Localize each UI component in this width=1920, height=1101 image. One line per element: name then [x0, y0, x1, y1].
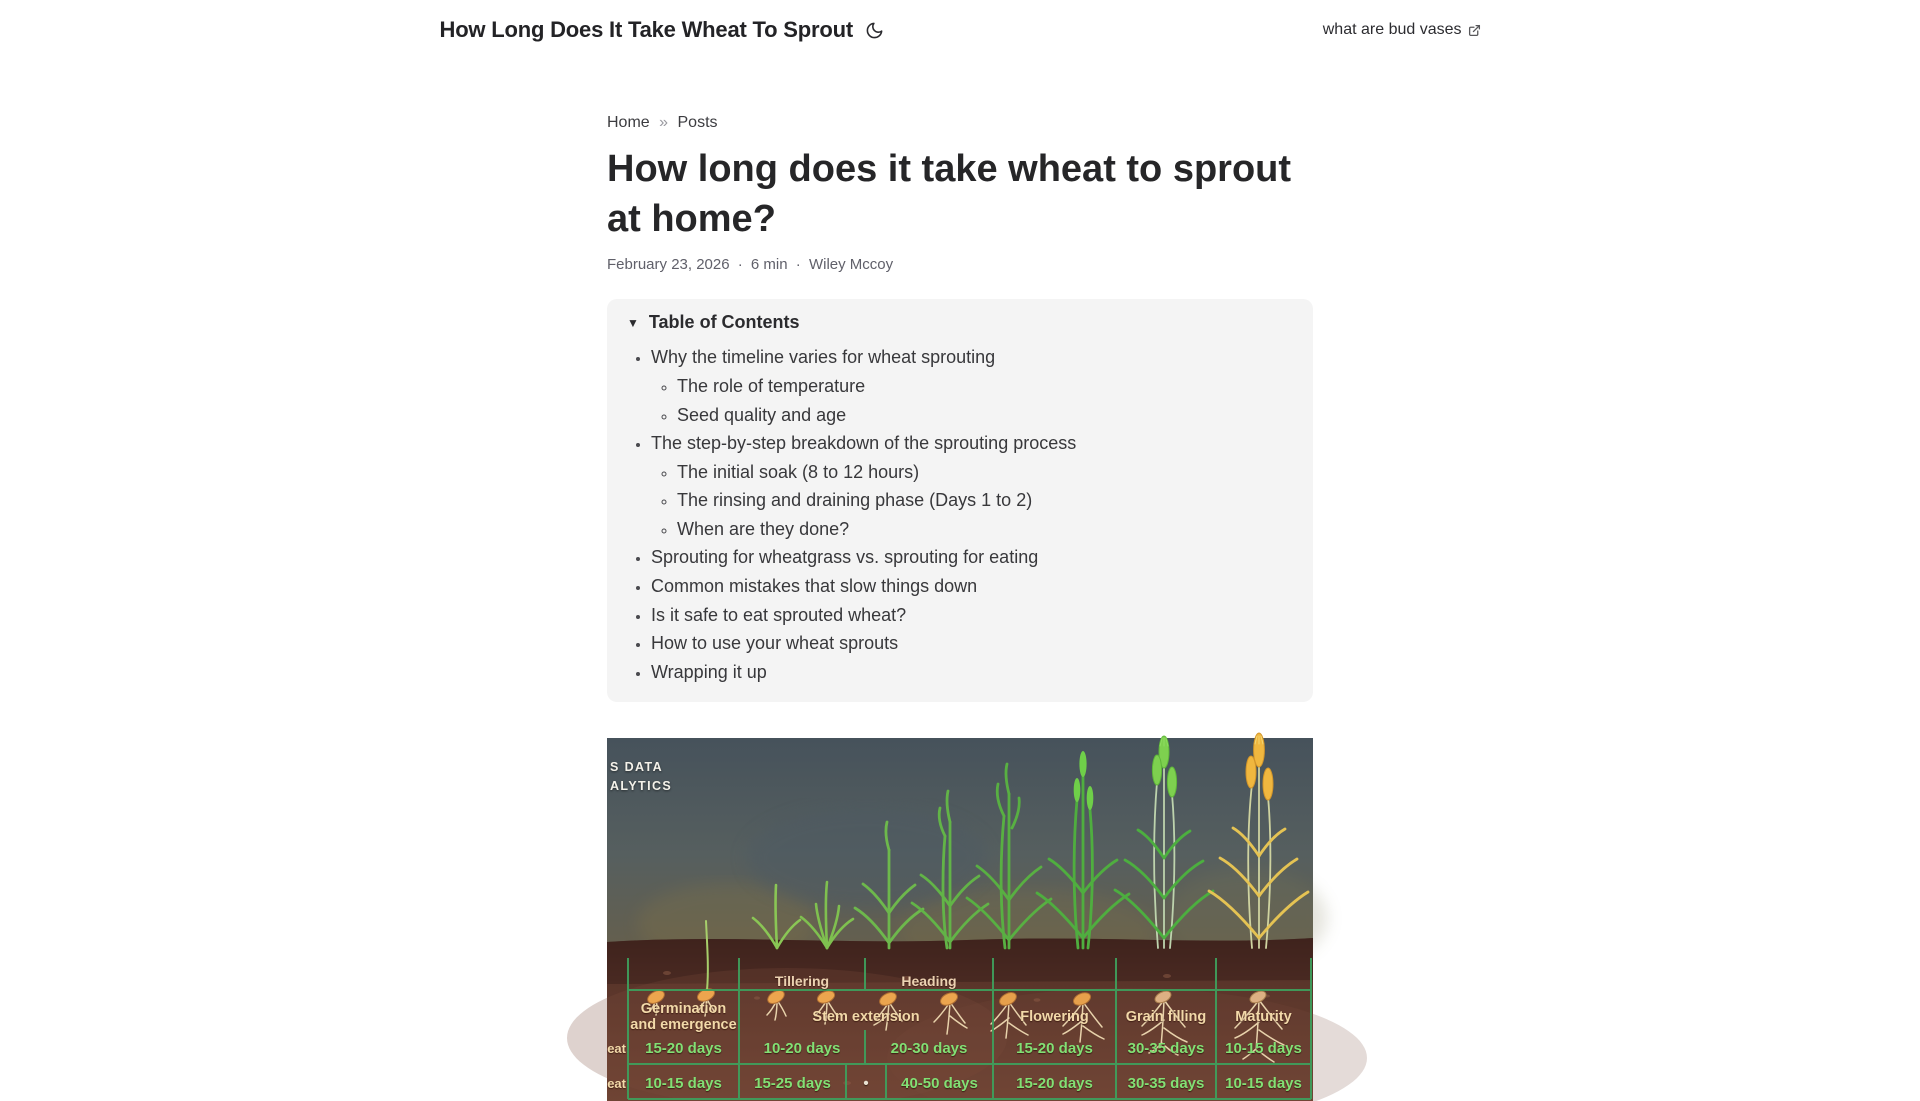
theme-toggle-button[interactable]: [863, 19, 886, 42]
toc-item: [651, 601, 1293, 630]
site-header: [0, 0, 1920, 60]
stage-name: Germination and emergence: [630, 1000, 737, 1034]
stage-name: Grain filling: [1125, 1009, 1207, 1026]
toc-link[interactable]: How to use your wheat sprouts: [651, 633, 899, 654]
duration-cell: 10-15 days: [1225, 1039, 1302, 1057]
menu-link-bud-vases[interactable]: [1323, 21, 1481, 39]
breadcrumb-separator: »: [659, 114, 669, 131]
header-menu: [1323, 21, 1481, 39]
cropped-row-label: eat: [607, 1040, 626, 1056]
meta-separator: ·: [795, 256, 801, 274]
table-of-contents: [607, 299, 1313, 702]
duration-cell: 10-15 days: [645, 1074, 722, 1092]
toc-summary[interactable]: [627, 312, 1293, 333]
toc-title: Table of Contents: [648, 312, 800, 333]
moon-icon: [865, 21, 884, 40]
breadcrumb-posts-link[interactable]: Posts: [677, 114, 718, 131]
stage-name: Stem extension: [812, 1009, 920, 1026]
post-read-time: 6 min: [750, 256, 788, 274]
toc-link[interactable]: Common mistakes that slow things down: [651, 576, 978, 597]
wheat-growth-infographic: [607, 738, 1313, 1101]
toc-subitem: [677, 401, 1293, 430]
duration-cell: 10-20 days: [763, 1039, 841, 1057]
phase-label: Tillering: [774, 973, 830, 990]
toc-link[interactable]: Why the timeline varies for wheat sprouting: [651, 347, 996, 368]
toc-item: [651, 429, 1293, 543]
toc-link[interactable]: When are they done?: [677, 518, 850, 539]
toc-list: [627, 343, 1293, 686]
duration-cell: 30-35 days: [1127, 1039, 1205, 1057]
cropped-row-label: eat: [607, 1075, 626, 1091]
stage-name: Flowering: [1020, 1009, 1089, 1026]
toc-item: [651, 658, 1293, 687]
post-date: February 23, 2026: [607, 256, 730, 274]
page-title: How long does it take wheat to sprout at home?: [607, 148, 1292, 241]
caret-down-icon: ▼: [627, 315, 639, 330]
meta-separator: ·: [737, 256, 743, 274]
duration-dot-cell: •: [863, 1074, 869, 1092]
duration-cell: 20-30 days: [890, 1039, 968, 1057]
toc-item: [651, 572, 1293, 601]
toc-link[interactable]: The initial soak (8 to 12 hours): [677, 461, 920, 482]
duration-cell: 30-35 days: [1127, 1074, 1205, 1092]
breadcrumb: [607, 114, 1313, 132]
menu-link-label: what are bud vases: [1322, 21, 1462, 38]
toc-subitem: [677, 515, 1293, 544]
duration-cell: 15-20 days: [645, 1039, 722, 1057]
duration-cell: 15-25 days: [754, 1074, 831, 1092]
duration-cell: 40-50 days: [901, 1074, 978, 1092]
toc-subitem: [677, 458, 1293, 487]
toc-link[interactable]: Wrapping it up: [651, 661, 767, 682]
toc-link[interactable]: Is it safe to eat sprouted wheat?: [651, 604, 907, 625]
duration-cell: 15-20 days: [1016, 1039, 1093, 1057]
toc-link[interactable]: The rinsing and draining phase (Days 1 to 2): [677, 490, 1033, 511]
toc-link[interactable]: The step-by-step breakdown of the sprouting process: [651, 433, 1077, 454]
toc-item: [651, 629, 1293, 658]
toc-item: [651, 543, 1293, 572]
toc-link[interactable]: Seed quality and age: [677, 404, 847, 425]
toc-link[interactable]: The role of temperature: [677, 375, 866, 396]
site-title-link[interactable]: How Long Does It Take Wheat To Sprout: [439, 17, 853, 42]
duration-cell: 15-20 days: [1016, 1074, 1093, 1092]
stage-name: Maturity: [1235, 1009, 1292, 1026]
external-link-icon: [1468, 24, 1481, 37]
phase-label: Heading: [901, 973, 957, 990]
toc-subitem: [677, 486, 1293, 515]
article: [607, 114, 1313, 1101]
toc-subitem: [677, 372, 1293, 401]
breadcrumb-home-link[interactable]: Home: [607, 114, 650, 131]
toc-link[interactable]: Sprouting for wheatgrass vs. sprouting for eating: [651, 547, 1039, 568]
post-author: Wiley Mccoy: [808, 256, 894, 274]
toc-item: [651, 343, 1293, 429]
post-meta: [607, 256, 1313, 273]
watermark: S DATA ALYTICS: [610, 760, 673, 794]
duration-cell: 10-15 days: [1225, 1074, 1302, 1092]
